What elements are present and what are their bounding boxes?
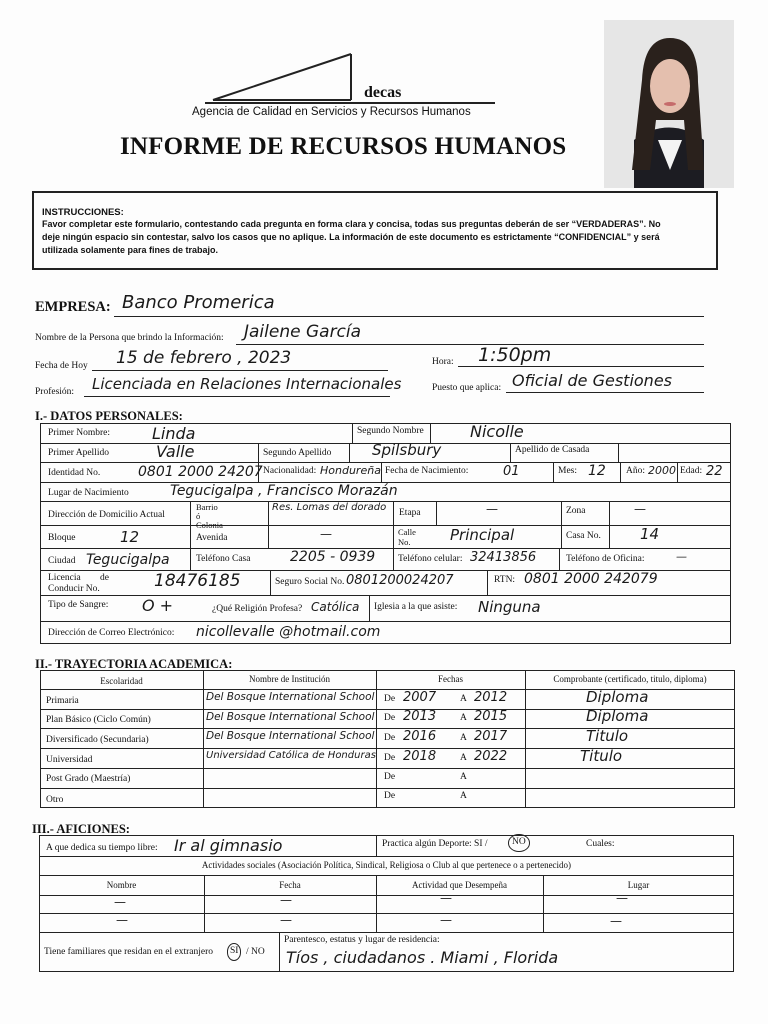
oficina-value[interactable]: —	[676, 550, 687, 563]
parentesco-label: Parentesco, estatus y lugar de residencia:	[284, 935, 440, 945]
a-basico[interactable]: 2015	[474, 709, 508, 724]
a-label: A	[460, 713, 467, 723]
a-diversificado[interactable]: 2017	[474, 729, 508, 744]
casa-label: Casa No.	[566, 531, 601, 541]
iglesia-value[interactable]: Ninguna	[478, 598, 541, 616]
de-universidad[interactable]: 2018	[403, 749, 437, 764]
puesto-label: Puesto que aplica:	[432, 383, 502, 393]
comp-universidad[interactable]: Titulo	[580, 747, 623, 765]
inst-primaria[interactable]: Del Bosque International School	[206, 691, 375, 703]
seguro-label: Seguro Social No.	[275, 577, 345, 587]
deporte-no-circled[interactable]: NO	[508, 834, 530, 852]
primer-apellido-label: Primer Apellido	[48, 448, 109, 458]
tiempo-value[interactable]: Ir al gimnasio	[174, 836, 283, 855]
casa-value[interactable]: 14	[640, 525, 660, 543]
dash-actividad-2[interactable]: —	[440, 913, 452, 927]
barrio-value[interactable]: Res. Lomas del dorado	[272, 502, 387, 513]
empresa-value[interactable]: Banco Promerica	[122, 292, 275, 313]
a-label: A	[460, 791, 467, 801]
col-escolaridad: Escolaridad	[100, 676, 143, 686]
avenida-value[interactable]: —	[320, 527, 332, 541]
dash-nombre-2[interactable]: —	[116, 913, 128, 927]
instructions-line-2: deje ningún espacio sin contestar, salvo los casos que no aplique. La información de este documento es estrictamente “CONFIDENCIAL” y será	[42, 232, 660, 242]
fecha-nac-label: Fecha de Nacimiento:	[385, 466, 469, 476]
rtn-value[interactable]: 0801 2000 242079	[524, 571, 658, 587]
fecha-value[interactable]: 15 de febrero , 2023	[116, 348, 292, 368]
apellido-casada-label: Apellido de Casada	[515, 445, 590, 455]
ciudad-value[interactable]: Tegucigalpa	[86, 552, 170, 568]
familiares-label: Tiene familiares que residan en el extranjero	[44, 947, 214, 957]
tiempo-label: A que dedica su tiempo libre:	[46, 843, 158, 853]
col-fecha: Fecha	[279, 880, 301, 890]
familiares-no: / NO	[246, 947, 265, 957]
religion-label: ¿Qué Religión Profesa?	[212, 604, 303, 614]
ciudad-label: Ciudad	[48, 556, 76, 566]
anio-value[interactable]: 2000	[648, 464, 676, 477]
primer-nombre-value[interactable]: Linda	[152, 424, 196, 443]
direccion-label: Dirección de Domicilio Actual	[48, 510, 165, 520]
instructions-line-3: utilizada solamente para fines de trabajo.	[42, 245, 219, 255]
actividades-label: Actividades sociales (Asociación Política, Sindical, Religiosa o Club al que pertenece o a pertenecido)	[201, 860, 572, 870]
section-aficiones: III.- AFICIONES:	[32, 822, 130, 836]
dash-actividad-1[interactable]: —	[440, 891, 452, 905]
primer-nombre-label: Primer Nombre:	[48, 428, 111, 438]
de-label: De	[384, 791, 396, 801]
segundo-apellido-value[interactable]: Spilsbury	[372, 441, 442, 459]
iglesia-label: Iglesia a la que asiste:	[374, 602, 458, 612]
mes-label: Mes:	[558, 466, 577, 476]
dash-fecha-1[interactable]: —	[280, 893, 292, 907]
tel-casa-value[interactable]: 2205 - 0939	[290, 549, 376, 565]
segundo-nombre-value[interactable]: Nicolle	[470, 422, 524, 441]
puesto-value[interactable]: Oficial de Gestiones	[512, 371, 672, 390]
anio-label: Año:	[626, 466, 645, 476]
mes-value[interactable]: 12	[588, 463, 606, 479]
rtn-label: RTN:	[494, 575, 516, 585]
barrio-label: Barrio ó Colonia	[196, 502, 223, 530]
calle-label: Calle No.	[398, 527, 416, 547]
fecha-label: Fecha de Hoy	[35, 361, 88, 371]
correo-label: Dirección de Correo Electrónico:	[48, 628, 175, 638]
comp-primaria[interactable]: Diploma	[586, 688, 649, 706]
informante-label: Nombre de la Persona que brindo la Información:	[35, 333, 224, 343]
inst-basico[interactable]: Del Bosque International School	[206, 711, 375, 723]
de-label: De	[384, 753, 396, 763]
col-institucion: Nombre de Institución	[249, 674, 330, 684]
celular-value[interactable]: 32413856	[470, 550, 537, 565]
profesion-label: Profesión:	[35, 387, 75, 397]
de-basico[interactable]: 2013	[403, 709, 437, 724]
calle-value[interactable]: Principal	[450, 526, 515, 544]
segundo-apellido-label: Segundo Apellido	[263, 448, 332, 458]
section-datos-personales: I.- DATOS PERSONALES:	[35, 409, 183, 423]
a-primaria[interactable]: 2012	[474, 690, 508, 705]
nivel-primaria: Primaria	[46, 696, 79, 706]
logo-brand: decas	[364, 84, 402, 101]
nivel-postgrado: Post Grado (Maestría)	[46, 774, 131, 784]
decas-logo	[205, 50, 365, 105]
de-label: De	[384, 733, 396, 743]
de-primaria[interactable]: 2007	[403, 690, 437, 705]
col-nombre: Nombre	[106, 880, 137, 890]
dia-value[interactable]: 01	[503, 464, 520, 479]
dash-fecha-2[interactable]: —	[280, 913, 292, 927]
comp-basico[interactable]: Diploma	[586, 707, 649, 725]
a-label: A	[460, 772, 467, 782]
sangre-label: Tipo de Sangre:	[48, 600, 109, 610]
primer-apellido-value[interactable]: Valle	[156, 442, 195, 461]
instructions-box	[32, 191, 718, 270]
cuales-label: Cuales:	[586, 839, 615, 849]
edad-label: Edad:	[680, 466, 703, 476]
nivel-diversificado: Diversificado (Secundaria)	[46, 735, 149, 745]
etapa-value[interactable]: —	[486, 502, 498, 516]
tel-casa-label: Teléfono Casa	[196, 554, 251, 564]
licencia-label-2: de	[100, 573, 109, 583]
de-label: De	[384, 694, 396, 704]
inst-diversificado[interactable]: Del Bosque International School	[206, 730, 375, 742]
celular-label: Teléfono celular:	[398, 554, 463, 564]
a-label: A	[460, 733, 467, 743]
licencia-value[interactable]: 18476185	[154, 571, 241, 591]
de-label: De	[384, 772, 396, 782]
de-diversificado[interactable]: 2016	[403, 729, 437, 744]
sangre-value[interactable]: O +	[142, 596, 174, 615]
edad-value[interactable]: 22	[706, 464, 723, 479]
nivel-universidad: Universidad	[46, 755, 93, 765]
bloque-value[interactable]: 12	[120, 528, 140, 546]
avenida-label: Avenida	[196, 533, 228, 543]
oficina-label: Teléfono de Oficina:	[566, 554, 645, 564]
nacionalidad-value[interactable]: Hondureña	[320, 464, 381, 477]
segundo-nombre-label: Segundo Nombre	[357, 426, 424, 436]
lugar-nac-value[interactable]: Tegucigalpa , Francisco Morazán	[170, 483, 398, 499]
nivel-basico: Plan Básico (Ciclo Común)	[46, 715, 151, 725]
zona-value[interactable]: —	[634, 502, 646, 516]
empresa-label: EMPRESA:	[35, 299, 111, 315]
dash-lugar-1[interactable]: —	[616, 891, 628, 905]
a-label: A	[460, 753, 467, 763]
nivel-otro: Otro	[46, 795, 64, 805]
deporte-label: Practica algún Deporte: SI /	[382, 839, 488, 849]
dash-nombre-1[interactable]: —	[114, 895, 126, 909]
hora-label: Hora:	[432, 357, 454, 367]
identidad-value[interactable]: 0801 2000 24207	[138, 464, 263, 480]
informante-value[interactable]: Jailene García	[244, 322, 362, 342]
etapa-label: Etapa	[399, 508, 421, 518]
logo-tagline: Agencia de Calidad en Servicios y Recursos Humanos	[192, 106, 471, 118]
col-fechas: Fechas	[438, 674, 463, 684]
de-label: De	[384, 713, 396, 723]
licencia-label-1: Licencia	[48, 573, 81, 583]
col-lugar: Lugar	[627, 880, 650, 890]
identidad-label: Identidad No.	[48, 468, 101, 478]
religion-value[interactable]: Católica	[311, 600, 360, 614]
a-universidad[interactable]: 2022	[474, 749, 508, 764]
instructions-heading: INSTRUCCIONES:	[42, 207, 124, 218]
bloque-label: Bloque	[48, 533, 76, 543]
correo-value[interactable]: nicollevalle @hotmail.com	[196, 624, 381, 640]
profesion-value[interactable]: Licenciada en Relaciones Internacionales	[92, 375, 402, 393]
dash-lugar-2[interactable]: —	[610, 914, 622, 928]
instructions-line-1: Favor completar este formulario, contestando cada pregunta en forma clara y concisa, todas sus preguntas deberán de ser “VERDADERAS”. No	[42, 219, 661, 229]
licencia-label-3: Conducir No.	[48, 584, 100, 594]
familiares-si-circled[interactable]: SI	[227, 943, 241, 961]
nacionalidad-label: Nacionalidad:	[263, 466, 317, 476]
col-actividad: Actividad que Desempeña	[412, 880, 507, 890]
page-title: INFORME DE RECURSOS HUMANOS	[120, 133, 567, 160]
seguro-value[interactable]: 0801200024207	[346, 573, 454, 588]
comp-diversificado[interactable]: Titulo	[586, 727, 629, 745]
lugar-nac-label: Lugar de Nacimiento	[48, 488, 129, 498]
zona-label: Zona	[566, 506, 586, 516]
hora-value[interactable]: 1:50pm	[478, 344, 552, 366]
applicant-photo	[604, 20, 734, 188]
inst-universidad[interactable]: Universidad Católica de Honduras	[206, 750, 376, 761]
parentesco-value[interactable]: Tíos , ciudadanos . Miami , Florida	[286, 948, 559, 967]
a-label: A	[460, 694, 467, 704]
section-trayectoria: II.- TRAYECTORIA ACADEMICA:	[35, 657, 233, 671]
col-comprobante: Comprobante (certificado, titulo, diploma)	[553, 674, 707, 684]
